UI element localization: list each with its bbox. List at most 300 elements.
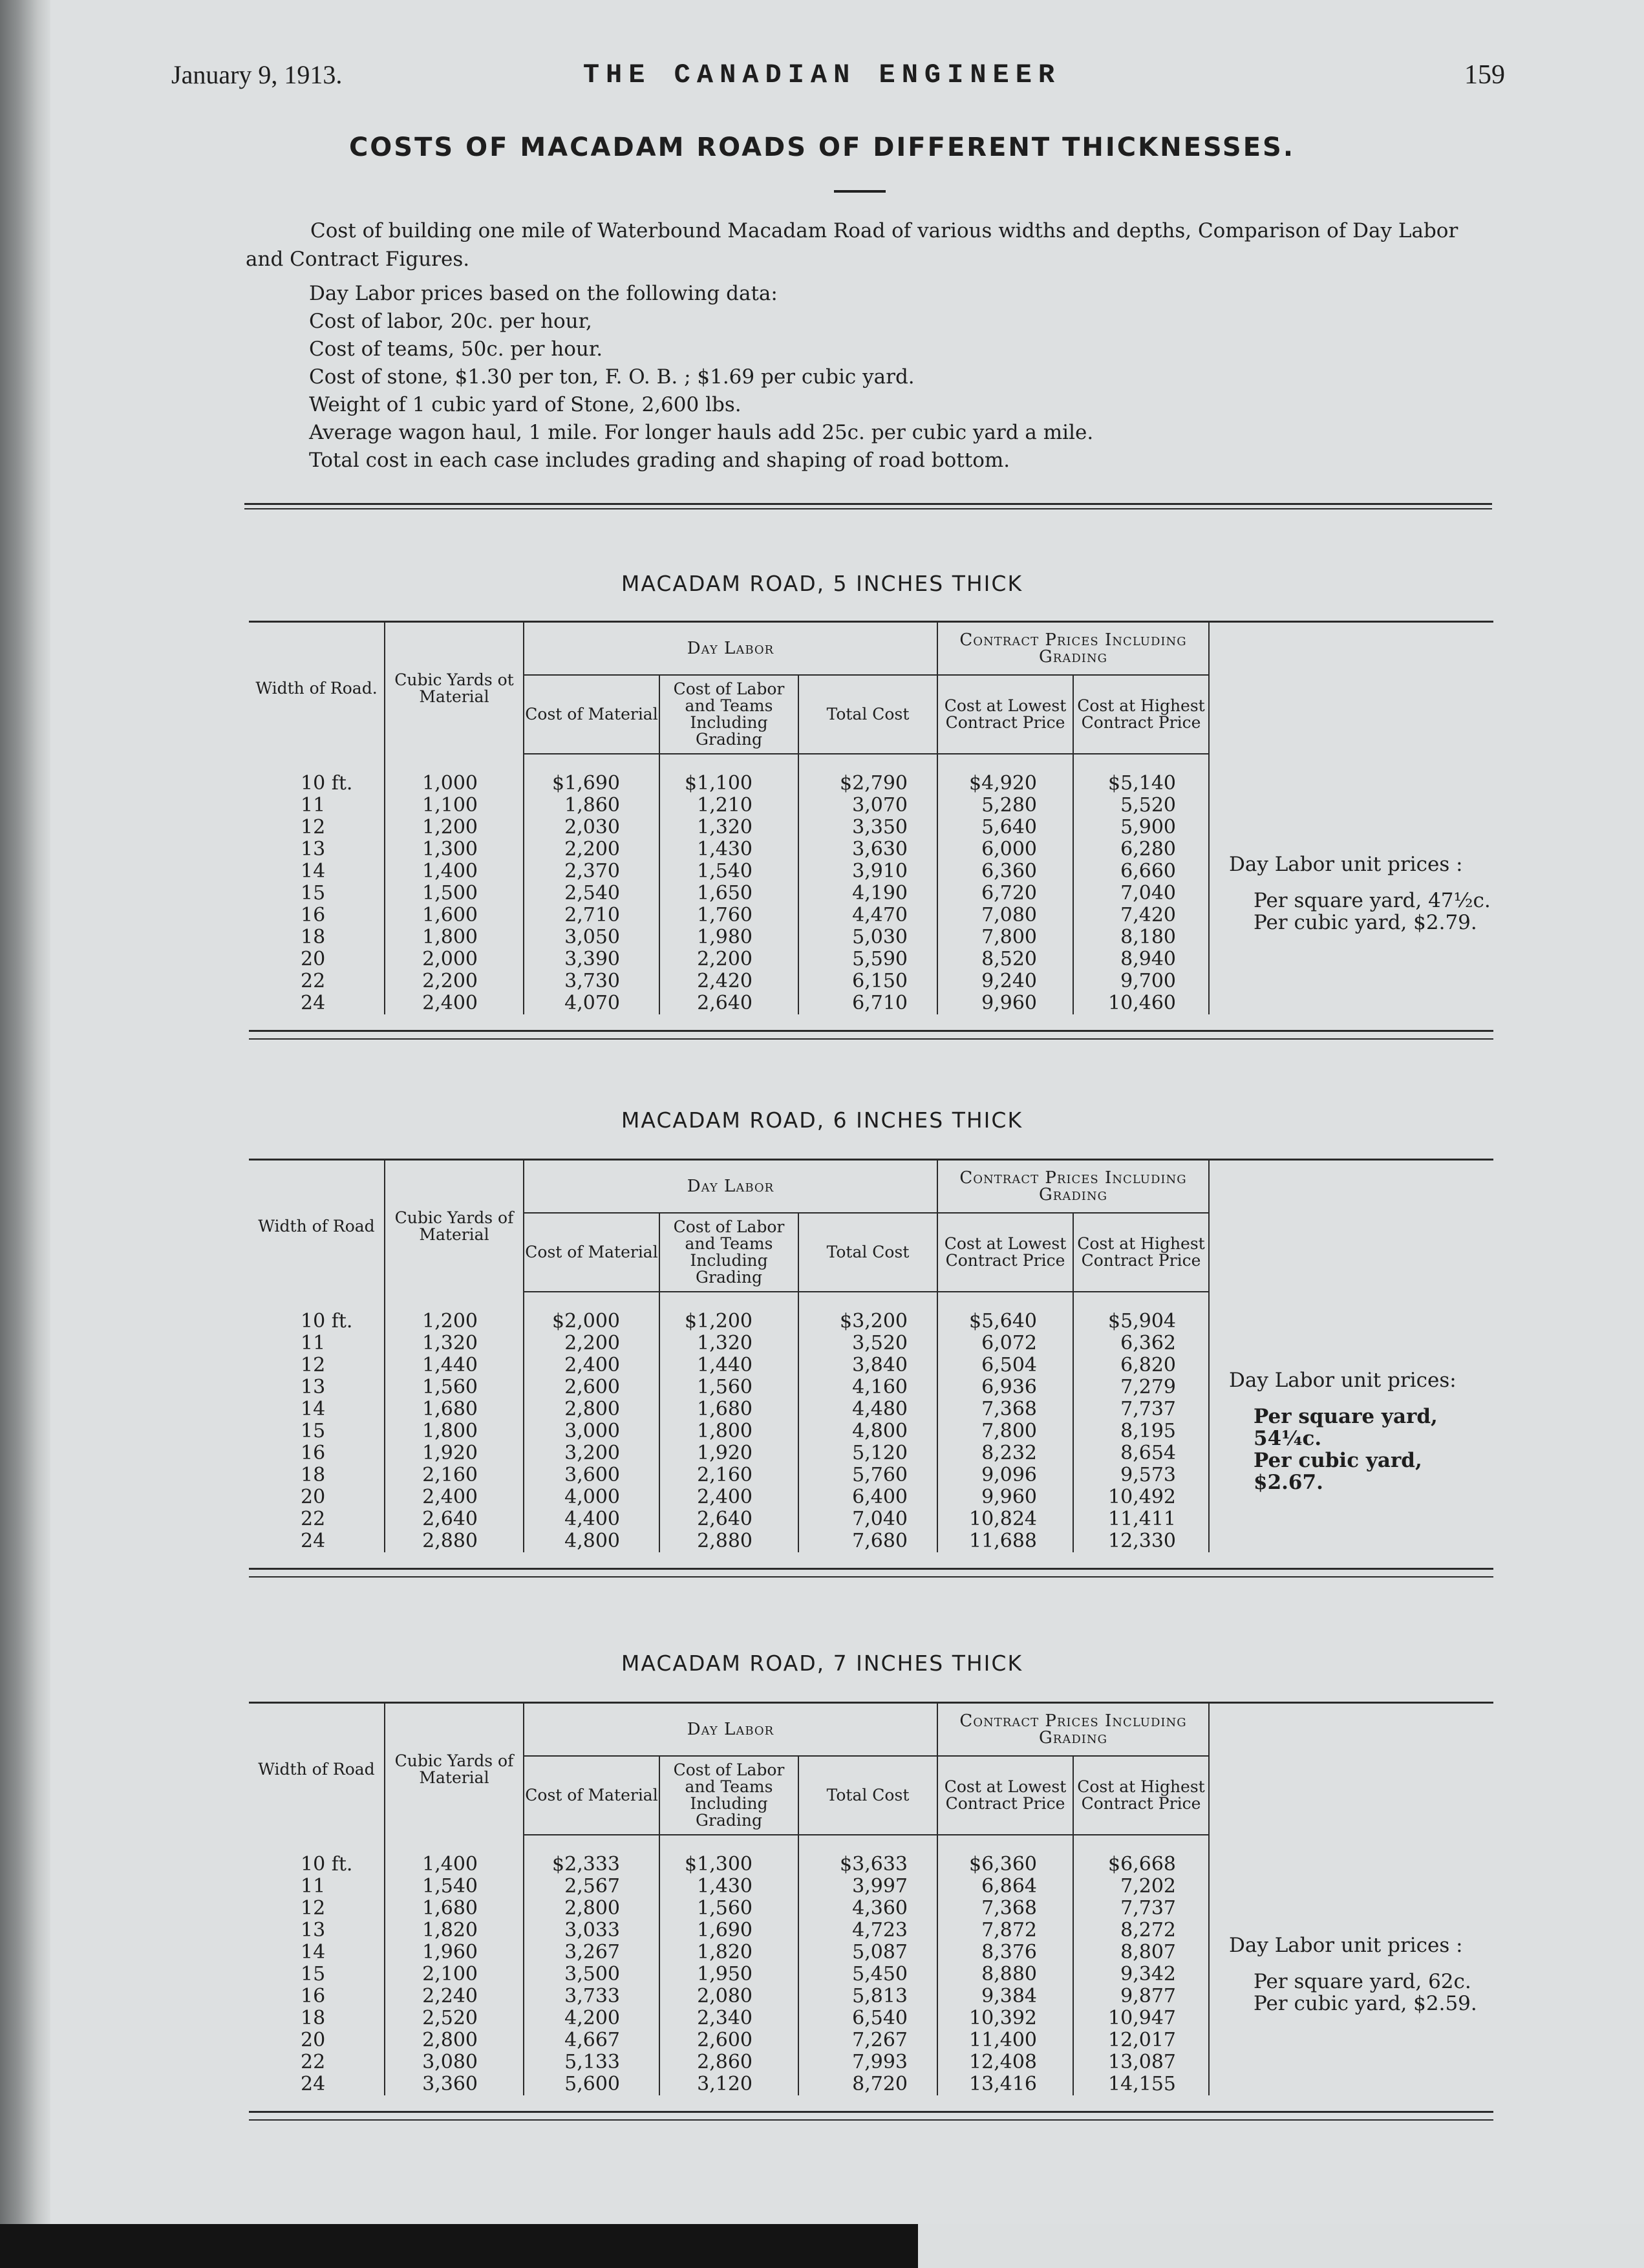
cell-cost-labor: 2,420 [659,970,798,992]
cell-total-cost: 3,630 [798,839,937,861]
cell-lowest-contract: 6,864 [937,1876,1073,1898]
cell-total-cost: 3,997 [798,1876,937,1898]
cell-highest-contract: 9,877 [1073,1985,1209,2007]
table-5-inch [249,621,1493,1045]
cell-cost-labor: 2,080 [659,1985,798,2007]
cell-cubic-yards: 2,640 [385,1508,524,1530]
unit-price-note [1209,1835,1493,2095]
cell-highest-contract: 6,280 [1073,839,1209,861]
cell-highest-contract: 10,492 [1073,1486,1209,1508]
cell-cost-labor: 2,880 [659,1530,798,1552]
cell-lowest-contract: 10,824 [937,1508,1073,1530]
header-width: Width of Road [249,1703,385,1835]
cell-total-cost: 7,993 [798,2051,937,2073]
cell-lowest-contract: 9,960 [937,992,1073,1014]
cell-highest-contract: 8,654 [1073,1442,1209,1464]
cell-highest-contract: 11,411 [1073,1508,1209,1530]
cell-cost-material: 2,540 [524,883,659,904]
cell-width: 15 [301,1420,326,1442]
cell-cost-labor: 1,820 [659,1942,798,1963]
cell-cost-labor: 1,800 [659,1420,798,1442]
cell-cubic-yards: 2,400 [385,1486,524,1508]
cell-total-cost: 3,070 [798,795,937,817]
header-cubic-yards: Cubic Yards of Material [385,1703,524,1835]
cell-cost-labor: 1,210 [659,795,798,817]
unit-price-square: Per square yard, 62c. [1254,1969,1471,1993]
cell-cost-material: 2,567 [524,1876,659,1898]
cell-cost-material: 3,200 [524,1442,659,1464]
cell-total-cost: 7,680 [798,1530,937,1552]
cell-highest-contract: $5,904 [1073,1292,1209,1332]
cell-lowest-contract: 9,960 [937,1486,1073,1508]
cell-cubic-yards: 1,600 [385,904,524,926]
header-lowest-contract: Cost at Lowest Contract Price [937,1213,1073,1292]
cell-highest-contract: 5,520 [1073,795,1209,817]
price-data-line: Cost of stone, $1.30 per ton, F. O. B. ; $1.69 per cubic yard. [309,365,915,389]
cell-cubic-yards: 1,400 [385,1835,524,1876]
cell-highest-contract: 12,330 [1073,1530,1209,1552]
cell-cubic-yards: 1,440 [385,1354,524,1376]
table-6-inch [249,1159,1493,1583]
cell-total-cost: 5,120 [798,1442,937,1464]
cell-cubic-yards: 3,080 [385,2051,524,2073]
header-width: Width of Road [249,1160,385,1292]
cell-cost-material: 2,030 [524,817,659,839]
cell-lowest-contract: 7,800 [937,1420,1073,1442]
cell-cubic-yards: 1,000 [385,754,524,795]
cell-cubic-yards: 1,540 [385,1876,524,1898]
cell-total-cost: 4,190 [798,883,937,904]
cell-width: 12 [301,1354,326,1376]
cell-cost-labor: 2,640 [659,1508,798,1530]
cell-total-cost: 7,267 [798,2029,937,2051]
cell-highest-contract: 12,017 [1073,2029,1209,2051]
cell-width: 11 [301,794,326,817]
unit-price-cubic: Per cubic yard, $2.67. [1254,1448,1422,1494]
cell-lowest-contract: 8,880 [937,1963,1073,1985]
double-rule [249,2111,1493,2121]
cell-cost-material: 3,390 [524,948,659,970]
cell-highest-contract: 7,737 [1073,1398,1209,1420]
cell-cubic-yards: 1,800 [385,926,524,948]
cell-cost-labor: 1,430 [659,839,798,861]
cell-lowest-contract: 6,360 [937,861,1073,883]
cell-highest-contract: 10,947 [1073,2007,1209,2029]
cell-width: 18 [301,926,326,948]
cell-total-cost: 3,840 [798,1354,937,1376]
header-day-labor: Day Labor [524,622,937,676]
cell-width: 13 [301,1376,326,1398]
cell-lowest-contract: 5,640 [937,817,1073,839]
cell-highest-contract: 8,807 [1073,1942,1209,1963]
cell-highest-contract: 13,087 [1073,2051,1209,2073]
cell-cost-labor: 2,600 [659,2029,798,2051]
cell-cost-material: 4,000 [524,1486,659,1508]
price-data-line: Total cost in each case includes grading and shaping of road bottom. [309,449,1010,472]
cell-width: 12 [301,1897,326,1920]
cell-lowest-contract: 6,000 [937,839,1073,861]
cell-cubic-yards: 1,680 [385,1398,524,1420]
cell-lowest-contract: 12,408 [937,2051,1073,2073]
header-day-labor: Day Labor [524,1160,937,1214]
cell-highest-contract: 8,180 [1073,926,1209,948]
table-bottom-rule-cell [249,1014,1493,1045]
cell-highest-contract: 6,820 [1073,1354,1209,1376]
cell-lowest-contract: 10,392 [937,2007,1073,2029]
section-divider [244,503,1492,509]
header-cost-material: Cost of Material [524,1213,659,1292]
running-header-date: January 9, 1913. [171,60,343,89]
cell-cost-labor: 2,400 [659,1486,798,1508]
cell-lowest-contract: 8,520 [937,948,1073,970]
cell-width: 22 [301,970,326,992]
cell-highest-contract: 8,195 [1073,1420,1209,1442]
price-data-line: Day Labor prices based on the following data: [309,282,778,305]
table-row [249,1292,1493,1332]
cell-width: 18 [301,1464,326,1486]
cell-lowest-contract: 7,368 [937,1898,1073,1920]
cell-cost-material: 2,800 [524,1398,659,1420]
cell-width: 12 [301,816,326,839]
cell-cost-labor: 1,680 [659,1398,798,1420]
table-bottom-rule-cell [249,2095,1493,2126]
article-title: COSTS OF MACADAM ROADS OF DIFFERENT THICKNESSES. [348,133,1296,162]
cell-cost-material: 3,500 [524,1963,659,1985]
cell-highest-contract: 14,155 [1073,2073,1209,2095]
cell-cubic-yards: 1,920 [385,1442,524,1464]
cell-lowest-contract: $6,360 [937,1835,1073,1876]
cell-cubic-yards: 1,960 [385,1942,524,1963]
cell-lowest-contract: 11,688 [937,1530,1073,1552]
cell-width: 22 [301,2051,326,2073]
cell-width: 22 [301,1508,326,1530]
cell-cost-labor: 1,760 [659,904,798,926]
cell-total-cost: 5,030 [798,926,937,948]
unit-price-note [1209,1292,1493,1552]
cell-total-cost: 5,450 [798,1963,937,1985]
cell-width: 20 [301,1486,326,1508]
header-blank [1209,622,1493,754]
cell-total-cost: 5,087 [798,1942,937,1963]
cell-cost-material: 4,667 [524,2029,659,2051]
cell-cost-material: 5,600 [524,2073,659,2095]
cell-width: 24 [301,2073,326,2095]
cell-total-cost: 4,723 [798,1920,937,1942]
table-title-6-inch: MACADAM ROAD, 6 INCHES THICK [621,1107,1023,1133]
header-highest-contract: Cost at Highest Contract Price [1073,675,1209,754]
cell-cubic-yards: 2,880 [385,1530,524,1552]
cell-total-cost: 6,710 [798,992,937,1014]
header-lowest-contract: Cost at Lowest Contract Price [937,675,1073,754]
cell-highest-contract: 7,420 [1073,904,1209,926]
cell-lowest-contract: 9,096 [937,1464,1073,1486]
cell-cost-material: 4,800 [524,1530,659,1552]
cell-highest-contract: 6,660 [1073,861,1209,883]
cell-total-cost: $2,790 [798,754,937,795]
cell-total-cost: 4,360 [798,1898,937,1920]
table-row [249,754,1493,795]
cell-highest-contract: 7,040 [1073,883,1209,904]
cell-width: 16 [301,1985,326,2007]
cell-lowest-contract: 9,384 [937,1985,1073,2007]
cell-cubic-yards: 2,160 [385,1464,524,1486]
price-data-list [309,280,1093,475]
cell-cost-material: 1,860 [524,795,659,817]
table-7-inch [249,1702,1493,2126]
cell-width: 18 [301,2007,326,2029]
cell-cubic-yards: 2,800 [385,2029,524,2051]
price-data-line: Average wagon haul, 1 mile. For longer hauls add 25c. per cubic yard a mile. [309,421,1094,444]
header-cost-labor: Cost of Labor and Teams Including Grading [659,1756,798,1835]
header-total-cost: Total Cost [798,1756,937,1835]
cell-highest-contract: 7,279 [1073,1376,1209,1398]
table-title-7-inch: MACADAM ROAD, 7 INCHES THICK [621,1651,1023,1676]
cell-width: 24 [301,992,326,1014]
table-row [249,1835,1493,1876]
cell-highest-contract: 6,362 [1073,1332,1209,1354]
cell-lowest-contract: 6,936 [937,1376,1073,1398]
cell-cost-material: 4,400 [524,1508,659,1530]
cell-cost-labor: 3,120 [659,2073,798,2095]
cell-cost-labor: 1,980 [659,926,798,948]
table-bottom-rule [249,1552,1493,1583]
cell-total-cost: 6,540 [798,2007,937,2029]
cell-cubic-yards: 1,300 [385,839,524,861]
cell-highest-contract: 7,202 [1073,1876,1209,1898]
cell-cost-labor: $1,200 [659,1292,798,1332]
cell-cost-material: 3,600 [524,1464,659,1486]
cell-lowest-contract: 5,280 [937,795,1073,817]
cell-cubic-yards: 2,000 [385,948,524,970]
title-rule [834,190,886,193]
cell-cubic-yards: 1,400 [385,861,524,883]
price-data-line: Weight of 1 cubic yard of Stone, 2,600 lbs. [309,393,742,416]
cell-lowest-contract: 8,232 [937,1442,1073,1464]
cell-cost-labor: 1,560 [659,1376,798,1398]
header-cost-material: Cost of Material [524,675,659,754]
unit-price-cubic: Per cubic yard, $2.79. [1254,910,1477,934]
cell-width: 15 [301,1963,326,1985]
cell-cubic-yards: 1,100 [385,795,524,817]
unit-price-note [1209,754,1493,1014]
cell-cost-labor: $1,100 [659,754,798,795]
cell-lowest-contract: 6,720 [937,883,1073,904]
cell-highest-contract: 10,460 [1073,992,1209,1014]
cell-cost-labor: 1,320 [659,1332,798,1354]
cell-width: 24 [301,1530,326,1552]
cell-cubic-yards: 1,560 [385,1376,524,1398]
unit-price-heading: Day Labor unit prices : [1229,1933,1463,1957]
cell-total-cost: 5,590 [798,948,937,970]
cell-cost-labor: $1,300 [659,1835,798,1876]
page-number: 159 [1464,60,1505,90]
cell-cubic-yards: 1,500 [385,883,524,904]
cell-cost-material: 3,000 [524,1420,659,1442]
cell-highest-contract: 9,573 [1073,1464,1209,1486]
unit-price-square: Per square yard, 54¼c. [1254,1404,1438,1450]
header-contract-prices: Contract Prices Including Grading [937,1160,1209,1214]
cell-total-cost: 8,720 [798,2073,937,2095]
cell-cost-labor: 1,920 [659,1442,798,1464]
cell-cubic-yards: 2,200 [385,970,524,992]
cell-width: 10 ft. [301,1309,353,1332]
cell-lowest-contract: 11,400 [937,2029,1073,2051]
cell-total-cost: $3,633 [798,1835,937,1876]
cell-cost-material: 2,200 [524,1332,659,1354]
cell-width: 15 [301,882,326,904]
article-intro: Cost of building one mile of Waterbound Macadam Road of various widths and depths, Comparison of Day Labor and Contract Figures. [246,219,1458,271]
cell-cubic-yards: 1,820 [385,1920,524,1942]
header-highest-contract: Cost at Highest Contract Price [1073,1756,1209,1835]
double-rule [249,1030,1493,1040]
cell-width: 14 [301,1941,326,1963]
cell-cost-material: $1,690 [524,754,659,795]
cell-cost-material: 3,730 [524,970,659,992]
header-cubic-yards: Cubic Yards ot Material [385,622,524,754]
cell-highest-contract: 8,940 [1073,948,1209,970]
cell-cost-material: 3,033 [524,1920,659,1942]
cell-width: 16 [301,1442,326,1464]
unit-price-heading: Day Labor unit prices: [1229,1368,1457,1392]
cell-cost-labor: 2,860 [659,2051,798,2073]
header-day-labor: Day Labor [524,1703,937,1757]
header-total-cost: Total Cost [798,1213,937,1292]
table-bottom-rule [249,1014,1493,1045]
cell-width: 14 [301,860,326,883]
cell-cost-labor: 1,540 [659,861,798,883]
cell-cost-material: 3,050 [524,926,659,948]
cell-highest-contract: 9,342 [1073,1963,1209,1985]
unit-price-square: Per square yard, 47½c. [1254,888,1491,912]
cell-width: 16 [301,904,326,926]
cell-cost-material: $2,000 [524,1292,659,1332]
cell-width: 20 [301,948,326,970]
cell-cost-material: 2,370 [524,861,659,883]
table-bottom-rule-cell [249,1552,1493,1583]
cell-lowest-contract: 7,872 [937,1920,1073,1942]
cell-cost-material: 2,600 [524,1376,659,1398]
header-contract-prices: Contract Prices Including Grading [937,1703,1209,1757]
cell-lowest-contract: 6,504 [937,1354,1073,1376]
cell-cost-material: 4,200 [524,2007,659,2029]
unit-price-heading: Day Labor unit prices : [1229,852,1463,876]
cell-lowest-contract: 13,416 [937,2073,1073,2095]
table-bottom-rule [249,2095,1493,2126]
cell-lowest-contract: 7,368 [937,1398,1073,1420]
cell-lowest-contract: $4,920 [937,754,1073,795]
cell-highest-contract: 8,272 [1073,1920,1209,1942]
cell-cost-material: 2,200 [524,839,659,861]
price-data-line: Cost of teams, 50c. per hour. [309,337,603,361]
cell-total-cost: $3,200 [798,1292,937,1332]
header-cost-material: Cost of Material [524,1756,659,1835]
cell-total-cost: 4,470 [798,904,937,926]
cell-width: 11 [301,1875,326,1898]
cell-cost-labor: 2,340 [659,2007,798,2029]
cell-cost-material: 4,070 [524,992,659,1014]
header-contract-prices: Contract Prices Including Grading [937,622,1209,676]
cell-cost-material: 3,733 [524,1985,659,2007]
cell-cubic-yards: 1,200 [385,817,524,839]
cell-cubic-yards: 3,360 [385,2073,524,2095]
cell-highest-contract: 5,900 [1073,817,1209,839]
cell-cost-material: 2,400 [524,1354,659,1376]
cell-cubic-yards: 2,100 [385,1963,524,1985]
cell-highest-contract: 7,737 [1073,1898,1209,1920]
cell-total-cost: 4,160 [798,1376,937,1398]
cell-total-cost: 3,350 [798,817,937,839]
cell-cubic-yards: 2,400 [385,992,524,1014]
cell-lowest-contract: 9,240 [937,970,1073,992]
cell-width: 10 ft. [301,771,353,795]
cell-cost-material: 5,133 [524,2051,659,2073]
cell-cost-material: 3,267 [524,1942,659,1963]
cell-total-cost: 3,910 [798,861,937,883]
header-highest-contract: Cost at Highest Contract Price [1073,1213,1209,1292]
cell-cubic-yards: 1,680 [385,1898,524,1920]
cell-cost-labor: 1,650 [659,883,798,904]
cell-cost-labor: 2,160 [659,1464,798,1486]
cell-lowest-contract: $5,640 [937,1292,1073,1332]
cell-cost-labor: 1,690 [659,1920,798,1942]
cell-total-cost: 5,760 [798,1464,937,1486]
cell-cost-labor: 1,320 [659,817,798,839]
double-rule [249,1568,1493,1578]
cell-lowest-contract: 7,080 [937,904,1073,926]
cell-total-cost: 4,480 [798,1398,937,1420]
binding-edge [0,2224,918,2268]
cell-cubic-yards: 2,520 [385,2007,524,2029]
header-cost-labor: Cost of Labor and Teams Including Grading [659,675,798,754]
cell-cubic-yards: 2,240 [385,1985,524,2007]
cell-lowest-contract: 8,376 [937,1942,1073,1963]
cell-highest-contract: $6,668 [1073,1835,1209,1876]
header-blank [1209,1160,1493,1292]
cell-width: 13 [301,1919,326,1942]
cell-total-cost: 4,800 [798,1420,937,1442]
header-lowest-contract: Cost at Lowest Contract Price [937,1756,1073,1835]
cell-cost-labor: 1,430 [659,1876,798,1898]
cell-total-cost: 7,040 [798,1508,937,1530]
cell-cost-labor: 2,640 [659,992,798,1014]
cell-cost-material: 2,710 [524,904,659,926]
unit-price-cubic: Per cubic yard, $2.59. [1254,1991,1477,2015]
cell-total-cost: 3,520 [798,1332,937,1354]
running-header-journal: THE CANADIAN ENGINEER [582,59,1062,91]
cell-highest-contract: 9,700 [1073,970,1209,992]
cell-cost-labor: 2,200 [659,948,798,970]
cell-cost-labor: 1,440 [659,1354,798,1376]
header-cubic-yards: Cubic Yards of Material [385,1160,524,1292]
cell-cost-labor: 1,950 [659,1963,798,1985]
table-title-5-inch: MACADAM ROAD, 5 INCHES THICK [621,571,1023,596]
book-spine-shadow [0,0,50,2268]
cell-width: 11 [301,1332,326,1354]
cell-width: 20 [301,2029,326,2051]
cell-total-cost: 5,813 [798,1985,937,2007]
cell-width: 10 ft. [301,1852,353,1876]
header-total-cost: Total Cost [798,675,937,754]
cell-cost-material: 2,800 [524,1898,659,1920]
price-data-line: Cost of labor, 20c. per hour, [309,310,592,333]
header-cost-labor: Cost of Labor and Teams Including Grading [659,1213,798,1292]
header-blank [1209,1703,1493,1835]
cell-lowest-contract: 6,072 [937,1332,1073,1354]
cell-cubic-yards: 1,800 [385,1420,524,1442]
cell-cost-labor: 1,560 [659,1898,798,1920]
header-width: Width of Road. [249,622,385,754]
cell-lowest-contract: 7,800 [937,926,1073,948]
